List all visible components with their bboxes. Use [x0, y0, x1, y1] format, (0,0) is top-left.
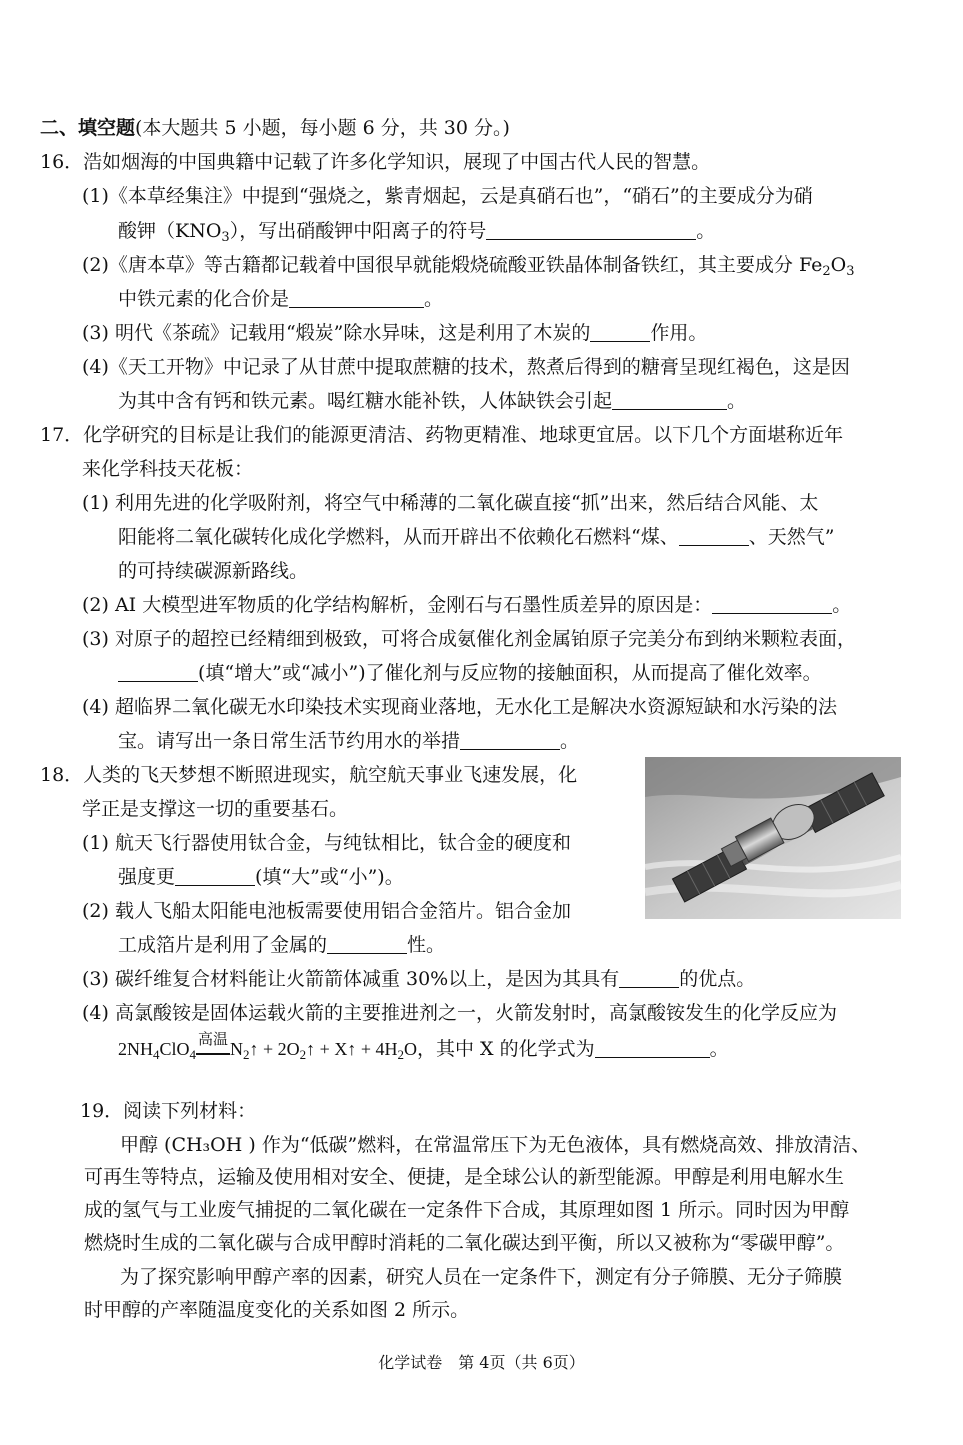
q19-para1-line2: 可再生等特点，运输及使用相对安全、便捷，是全球公认的新型能源。甲醇是利用电解水生 [84, 1166, 845, 1188]
section-note: (本大题共 5 小题，每小题 6 分，共 30 分。) [135, 117, 510, 139]
eq-term: ↑ + 2O [249, 1039, 300, 1059]
eq-term: ↑ + X↑ + 4H [306, 1039, 398, 1059]
q17-stem-line2: 来化学科技天花板： [82, 458, 254, 480]
q16-stem: 16．浩如烟海的中国典籍中记载了许多化学知识，展现了中国古代人民的智慧。 [40, 151, 711, 173]
q18-p2-line1: (2) 载人飞船太阳能电池板需要使用铝合金箔片。铝合金加 [82, 900, 571, 922]
q19-stem: 19．阅读下列材料： [80, 1100, 257, 1122]
q16-p2-text-2: 中铁元素的化合价是 [118, 288, 290, 310]
subscript: 2 [822, 264, 831, 279]
answer-blank-16-1[interactable] [486, 221, 696, 240]
q19-para1-line3: 成的氢气与工业废气捕捉的二氧化碳在一定条件下合成，其原理如图 1 所示。同时因为甲醇 [84, 1199, 850, 1221]
q18-p2-end: 性。 [407, 934, 446, 956]
q16-p1-line2 [118, 218, 715, 251]
section-header [40, 115, 510, 141]
period: 。 [832, 594, 852, 616]
answer-blank-18-3[interactable] [619, 969, 679, 988]
q16-p2-line2 [118, 286, 443, 312]
q17-p2-text: (2) AI 大模型进军物质的化学结构解析，金刚石与石墨性质差异的原因是： [82, 594, 713, 616]
q19-para1-line4: 燃烧时生成的二氧化碳与合成甲醇时消耗的二氧化碳达到平衡，所以又被称为“零碳甲醇”。 [84, 1232, 845, 1254]
q19-para2-line2: 时甲醇的产率随温度变化的关系如图 2 所示。 [84, 1299, 470, 1321]
q16-p2-text: (2)《唐本草》等古籍都记载着中国很早就能煅烧硫酸亚铁晶体制备铁红，其主要成分 Fe [82, 254, 823, 276]
q16-p4-line1: (4)《天工开物》中记录了从甘蔗中提取蔗糖的技术，熬煮后得到的糖膏呈现红褐色，这是因 [82, 356, 850, 378]
q17-p4-text: 宝。请写出一条日常生活节约用水的举措 [118, 730, 461, 752]
answer-blank-17-4[interactable] [460, 731, 560, 750]
q19-para1-line1: 甲醇 (CH₃OH ) 作为“低碳”燃料，在常温常压下为无色液体，具有燃烧高效、排放清洁、 [120, 1134, 871, 1156]
period: 。 [727, 390, 747, 412]
answer-blank-16-2[interactable] [289, 289, 424, 308]
condition-text: 高温 [198, 1032, 229, 1048]
q17-p3-line2 [118, 660, 822, 686]
q18-p1-text: 强度更 [118, 866, 176, 888]
q17-stem-line1: 17．化学研究的目标是让我们的能源更清洁、药物更精准、地球更宜居。以下几个方面堪称近年 [40, 424, 844, 446]
subscript: 3 [221, 230, 230, 245]
q17-p3-line1: (3) 对原子的超控已经精细到极致，可将合成氨催化剂金属铂原子完美分布到纳米颗粒表面， [82, 628, 856, 650]
q18-stem-line1: 18．人类的飞天梦想不断照进现实，航空航天事业飞速发展，化 [40, 764, 578, 786]
subscript: 4 [153, 1047, 160, 1062]
q18-p4-line2 [118, 1032, 729, 1068]
q16-p3-end: 作用。 [650, 322, 708, 344]
q18-p2-line2 [118, 932, 445, 958]
q18-p4-text: ，其中 X 的化学式为 [416, 1038, 595, 1060]
q17-p1-text: 阳能将二氧化碳转化成化学燃料，从而开辟出不依赖化石燃料“煤、 [118, 526, 679, 548]
answer-blank-16-3[interactable] [590, 323, 650, 342]
q19-para2-line1: 为了探究影响甲醇产率的因素，研究人员在一定条件下，测定有分子筛膜、无分子筛膜 [120, 1266, 843, 1288]
chemical-equation [118, 1032, 417, 1062]
q17-p2 [82, 592, 851, 618]
period: 。 [424, 288, 444, 310]
q17-p1-text-2: 、天然气” [748, 526, 835, 548]
q18-p1-end: (填“大”或“小”)。 [255, 866, 404, 888]
equals-bar [196, 1053, 230, 1055]
answer-blank-17-2[interactable] [712, 595, 832, 614]
subscript: 3 [846, 264, 855, 279]
subscript: 2 [243, 1047, 250, 1062]
q17-p3-text: (填“增大”或“减小”)了催化剂与反应物的接触面积，从而提高了催化效率。 [198, 662, 822, 684]
q18-p3-text: (3) 碳纤维复合材料能让火箭箭体减重 30%以上，是因为其具有 [82, 968, 620, 990]
subscript: 4 [189, 1047, 197, 1062]
q16-p4-text: 为其中含有钙和铁元素。喝红糖水能补铁，人体缺铁会引起 [118, 390, 613, 412]
q18-p3 [82, 966, 755, 992]
q18-p2-text: 工成箔片是利用了金属的 [118, 934, 328, 956]
q16-p1-text: 酸钾（KNO [118, 220, 222, 242]
q16-p4-line2 [118, 388, 746, 414]
answer-blank-18-1[interactable] [175, 867, 255, 886]
eq-term: O [403, 1039, 417, 1059]
answer-blank-18-4[interactable] [595, 1039, 710, 1058]
section-title: 二、填空题 [40, 117, 136, 139]
period: 。 [709, 1038, 729, 1060]
subscript: 2 [397, 1047, 404, 1062]
q18-p3-end: 的优点。 [679, 968, 756, 990]
answer-blank-17-1[interactable] [679, 527, 749, 546]
eq-term: ClO [159, 1039, 190, 1059]
eq-term: 2NH [118, 1039, 153, 1059]
q18-p1-line1: (1) 航天飞行器使用钛合金，与纯钛相比，钛合金的硬度和 [82, 832, 571, 854]
q18-p4-line1: (4) 高氯酸铵是固体运载火箭的主要推进剂之一，火箭发射时，高氯酸铵发生的化学反应为 [82, 1002, 837, 1024]
q16-p3-text: (3) 明代《茶疏》记载用“煅炭”除水异味，这是利用了木炭的 [82, 322, 591, 344]
q17-p4-line2 [118, 728, 579, 754]
subscript: 2 [299, 1047, 307, 1062]
q17-p4-line1: (4) 超临界二氧化碳无水印染技术实现商业落地，无水化工是解决水资源短缺和水污染的法 [82, 696, 837, 718]
answer-blank-18-2[interactable] [327, 935, 407, 954]
period: 。 [696, 220, 716, 242]
q16-p2-line1 [82, 252, 854, 285]
answer-blank-17-3[interactable] [118, 663, 198, 682]
page-footer: 化学试卷 第 4页（共 6页） [378, 1353, 585, 1372]
q18-stem-line2: 学正是支撑这一切的重要基石。 [82, 798, 349, 820]
answer-blank-16-4[interactable] [612, 391, 727, 410]
q18-p1-line2 [118, 864, 404, 890]
reaction-condition [196, 1032, 230, 1055]
q16-p1-text-2: ），写出硝酸钾中阳离子的符号 [229, 220, 487, 242]
formula-part: O [830, 254, 847, 276]
spacecraft-photo [645, 757, 901, 919]
q16-p1-line1: (1)《本草经集注》中提到“强烧之，紫青烟起，云是真硝石也”，“硝石”的主要成分为硝 [82, 185, 813, 207]
q16-p3 [82, 320, 707, 346]
q17-p1-line2 [118, 524, 834, 550]
q17-p1-line3: 的可持续碳源新路线。 [118, 560, 309, 582]
eq-term: N [230, 1039, 244, 1059]
period: 。 [560, 730, 580, 752]
q17-p1-line1: (1) 利用先进的化学吸附剂，将空气中稀薄的二氧化碳直接“抓”出来，然后结合风能、太 [82, 492, 819, 514]
